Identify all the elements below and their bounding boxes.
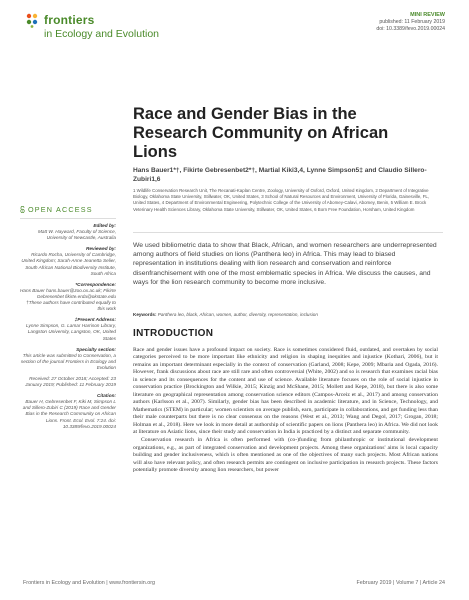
article-dates: [20, 376, 116, 388]
specialty-value: This article was submitted to Conservation, a section of the journal Frontiers in Ecology and Evolution: [20, 352, 116, 370]
open-lock-icon: [20, 206, 25, 213]
published-date: published: 11 February 2019: [379, 19, 445, 25]
article-title: Race and Gender Bias in the Research Community on African Lions: [133, 105, 389, 161]
keywords: [133, 312, 438, 317]
footer-journal: Frontiers in Ecology and Evolution | www.frontiersin.org: [23, 580, 156, 586]
authors: Hans Bauer1*†, Fikirte Gebresenbet2*†, Martial Kiki3,4, Lynne Simpson5‡ and Claudio Sillero-Zubiri1,6: [133, 167, 427, 183]
affiliations: 1 Wildlife Conservation Research Unit, The Recanati-Kaplan Centre, Zoology, University of Oxford, Oxford, United Kingdom, 2 Department of Integrative Biology, Oklahoma State University, Stillwater, OK, United States, 3 School of Natural Resources and Environment, University of Florida, Gainesville, FL, United States, 4 Department of Environmental Engineering, Polytechnic College of the University of Abomey-Calavi, Abomey, Benin, 5 William E. Brock Veterinary Health Sciences Library, Oklahoma State University, Stillwater, OK, United States, 6 Born Free Foundation, Horsham, United Kingdom: [133, 188, 430, 212]
open-access-badge: [20, 205, 116, 214]
edited-by-value: Matt W. Hayward, Faculty of Science, University of Newcastle, Australia: [38, 229, 116, 241]
citation-value: Bauer H, Gebresenbet F, Kiki M, Simpson L and Sillero-Zubiri C (2019) Race and Gender Bias in the Research Community on African Lions. Front. Ecol. Evol. 7:24. doi: 10.3389/fevo.2019.00024: [22, 399, 116, 429]
correspondence-heading: *Correspondence:: [75, 281, 116, 287]
divider: [133, 232, 443, 233]
citation: [20, 393, 116, 430]
reviewed-by-value: Ricardo Rocha, University of Cambridge, United Kingdom; Sarah-Anne Jeanetta Selier, South African National Biodiversity Institute, South Africa: [21, 252, 116, 276]
keywords-label: Keywords:: [133, 312, 157, 317]
abstract: We used bibliometric data to show that Black, African, and women researchers are underrepresented among authors of field studies on lions (Panthera leo) in Africa. This may lead to biased representation in institutions dealing with lion research and conservation and reinforce disenfranchisement with one of the most emblematic species in Africa. We discuss the causes, and ways for the lion research community to become more inclusive.: [133, 242, 437, 286]
open-access-label: OPEN ACCESS: [28, 205, 93, 214]
present-address-heading: ‡Present Address:: [74, 317, 116, 323]
dates-value: Received: 27 October 2018; Accepted: 23 January 2019; Published: 11 February 2019: [25, 375, 116, 388]
specialty-section: [20, 347, 116, 371]
paragraph: Race and gender issues have a profound impact on society. Race is sometimes considered fluid, outdated, and overtaken by social categories perceived to be more important like ethnicity and religion in shaping inequities and injustice (Kothari, 2006), but it remains an important determinant especially in the context of conservation (Garland, 2008; Kepe, 2009; Mbaria and Ogada, 2016). However, frank discussions about race are still rare and often controversial (White, 2002) and so is research that examines racial bias in science and its consequences for the content and use of science. Available literature focuses on the role of social injustice in conservation practice (Brockington and Wilkie, 2015; Kinzig and McShane, 2015; Mollett and Kepe, 2018), but there is also some literature on geographical representation among conservation science editors (Campos-Arceiz et al., 2017) and among conservation authors (Karlsson et al., 2007). Similarly, gender bias has been described in academic literature, and in Science, Technology, and Mathematics (STEM) in particular; women scientists on average publish, earn, participate in collaborations, and get funding less than their male counterparts but there is no clear consensus on the reasons (West et al., 2013; Wang and Degol, 2017; Grogan, 2018; Holman et al., 2018). Here we look in more detail at authorship of scientific papers on lions (Panthera leo) in Africa. We did not look at literature on Asiatic lions, since their study and conservation in India is practiced by a distinct and separate community.: [133, 347, 438, 435]
correspondence: [20, 282, 116, 312]
correspondence-value: Hans Bauer hans.bauer@zoo.ox.ac.uk; Fikirte Gebresenbet fikirte.erda@okstate.edu: [20, 287, 116, 299]
equal-contribution-note: †These authors have contributed equally to this work: [26, 300, 116, 312]
frontiers-logo-icon: [24, 12, 40, 28]
journal-logo: [24, 10, 194, 50]
keywords-list: Panthera leo, black, African, women, author, diversity, representation, inclusion: [157, 312, 318, 317]
specialty-heading: Specialty section:: [76, 346, 116, 352]
journal-name: in Ecology and Evolution: [44, 28, 159, 40]
footer-page-info: February 2019 | Volume 7 | Article 24: [356, 580, 445, 586]
reviewed-by: [20, 246, 116, 276]
present-address-value: Lynne Simpson, G. Lamar Harrison Library, Langston University, Langston, OK, United States: [26, 323, 116, 341]
article-meta: [376, 12, 445, 33]
section-heading-introduction: INTRODUCTION: [133, 328, 214, 339]
article-type: MINI REVIEW: [410, 12, 445, 18]
present-address: [20, 317, 116, 341]
reviewed-by-heading: Reviewed by:: [86, 246, 116, 252]
doi: doi: 10.3389/fevo.2019.00024: [376, 26, 445, 32]
edited-by: [20, 223, 116, 241]
edited-by-heading: Edited by:: [93, 223, 116, 228]
sidebar: [20, 205, 116, 435]
citation-heading: Citation:: [96, 393, 116, 399]
paragraph: Conservation research in Africa is often performed with (co-)funding from philanthropic or institutional development organizations, e.g., as part of integrated conservation and development projects. Among these organizations' aims is local capacity building and gender inclusiveness, which is often mentioned as one of the objectives of many such projects. Most African nations will also have relevant policy, and often research permits are contingent on inclusive participation in research projects. These factors potentially promote diversity among lion researchers, but power: [133, 437, 438, 474]
body-text: [133, 347, 438, 476]
divider: [20, 218, 116, 219]
brand-name: frontiers: [44, 13, 95, 27]
